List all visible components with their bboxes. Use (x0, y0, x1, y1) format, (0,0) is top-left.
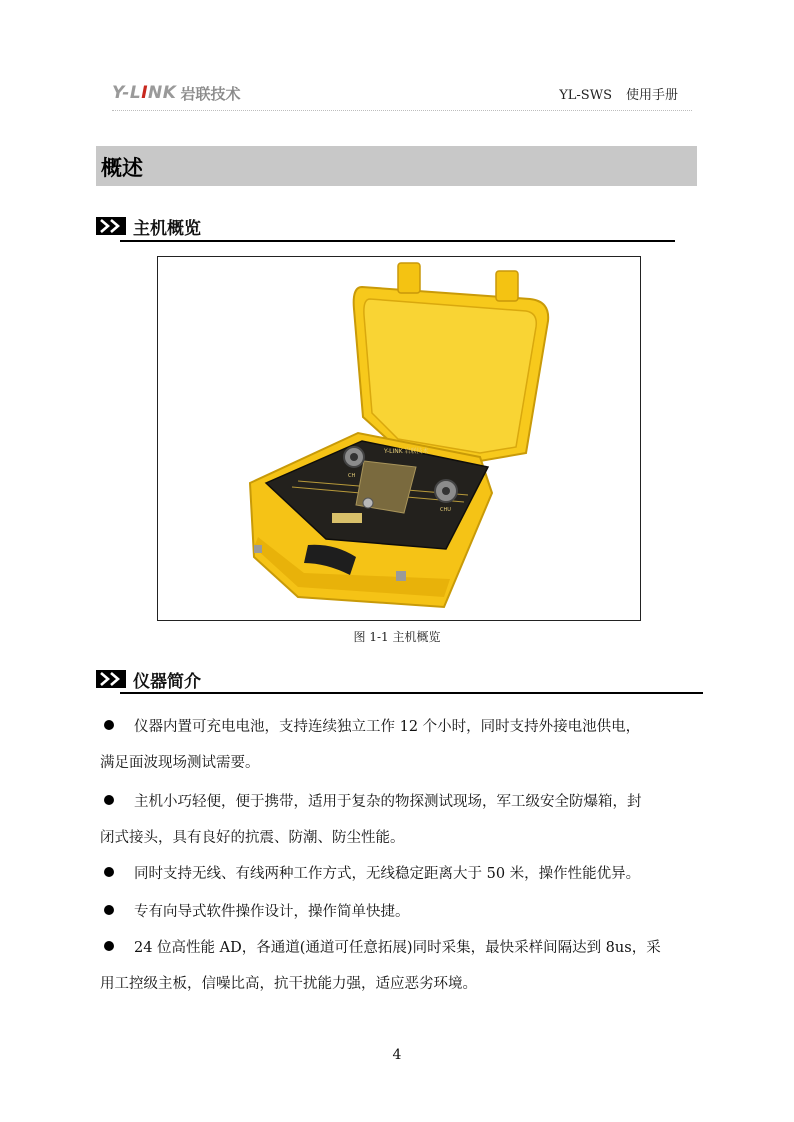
bullet-dot-icon (104, 795, 114, 805)
section-title: 仪器简介 (133, 672, 201, 692)
logo-wordmark: Y-LINK (112, 83, 177, 103)
section-title: 主机概览 (133, 219, 201, 239)
device-brand-label: Y-LINK 岩联技术 (384, 448, 429, 455)
figure-frame (157, 256, 641, 621)
manual-label: 使用手册 (625, 88, 678, 103)
logo-chinese-name: 岩联技术 (180, 84, 241, 103)
section-underline (120, 692, 703, 694)
bullet-item: 仪器内置可充电电池，支持连续独立工作 12 个小时，同时支持外接电池供电， 满足面波现场测试需要。 (100, 719, 641, 771)
company-logo (112, 80, 240, 106)
bullet-item: 主机小巧轻便，便于携带，适用于复杂的物探测试现场，军工级安全防爆箱，封 闭式接头，具有良好的抗震、防潮、防尘性能。 (100, 794, 642, 846)
page-header (112, 80, 684, 110)
bullet-item: 同时支持无线、有线两种工作方式，无线稳定距离大于 50 米，操作性能优异。 (100, 856, 700, 892)
port-left-label: CH (348, 473, 356, 479)
bullet-dot-icon (104, 941, 114, 951)
model-name: YL-SWS (559, 88, 612, 103)
header-divider (112, 110, 692, 111)
header-doc-info (559, 84, 678, 103)
bullet-dot-icon (104, 905, 114, 915)
bullet-dot-icon (104, 720, 114, 730)
page-number: 4 (392, 1047, 402, 1063)
double-chevron-icon (96, 217, 126, 235)
bullet-dot-icon (104, 867, 114, 877)
double-chevron-icon (96, 670, 126, 688)
section-underline (120, 240, 675, 242)
bullet-item: 24 位高性能 AD，各通道(通道可任意拓展)同时采集，最快采样间隔达到 8us，采 用工控级主板，信噪比高，抗干扰能力强，适应恶劣环境。 (100, 940, 661, 992)
chapter-title: 概述 (101, 156, 143, 180)
port-right-label: CHU (440, 507, 451, 513)
chapter-heading-bar (96, 146, 697, 186)
device-photo-illustration (158, 257, 640, 620)
figure-caption: 图 1-1 主机概览 (353, 630, 441, 644)
bullet-item: 专有向导式软件操作设计，操作简单快捷。 (100, 894, 700, 930)
